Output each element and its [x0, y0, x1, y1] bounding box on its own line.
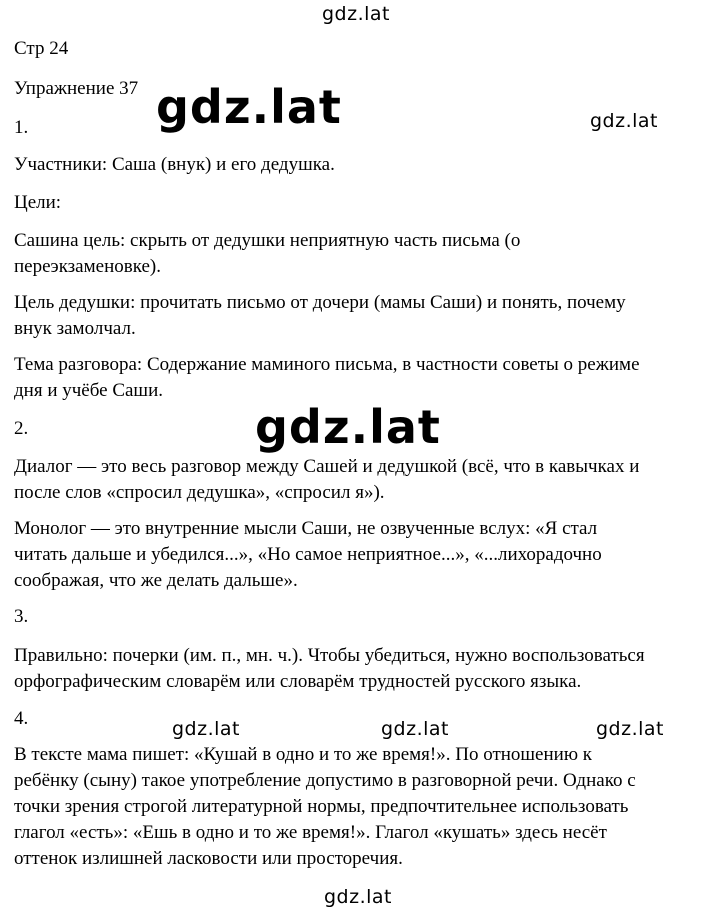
watermark-row-1: gdz.lat — [172, 718, 241, 740]
watermark-large-1: gdz.lat — [156, 80, 342, 134]
watermark-large-2: gdz.lat — [255, 400, 441, 454]
exercise-title: Упражнение 37 — [14, 78, 139, 99]
dialog-line-2: после слов «спросил дедушка», «спросил я»). — [14, 482, 385, 503]
goals-label: Цели: — [14, 192, 62, 213]
dialog-line-1: Диалог — это весь разговор между Сашей и дедушкой (всё, что в кавычках и — [14, 456, 640, 477]
monolog-line-1: Монолог — это внутренние мысли Саши, не озвученные вслух: «Я стал — [14, 518, 598, 539]
section-4-line-2: ребёнку (сыну) такое употребление допустимо в разговорной речи. Однако с — [14, 770, 636, 791]
topic-line-2: дня и учёбе Саши. — [14, 380, 163, 401]
topic-line-1: Тема разговора: Содержание маминого письма, в частности советы о режиме — [14, 354, 640, 375]
section-3-line-2: орфографическим словарём или словарём трудностей русского языка. — [14, 671, 582, 692]
watermark-row-3: gdz.lat — [596, 718, 665, 740]
sasha-goal-line-2: переэкзаменовке). — [14, 256, 161, 277]
section-4-line-1: В тексте мама пишет: «Кушай в одно и то же время!». По отношению к — [14, 744, 592, 765]
grandpa-goal-line-2: внук замолчал. — [14, 318, 136, 339]
sasha-goal-line-1: Сашина цель: скрыть от дедушки неприятную часть письма (о — [14, 230, 521, 251]
monolog-line-3: соображая, что же делать дальше». — [14, 570, 298, 591]
monolog-line-2: читать дальше и убедился...», «Но самое неприятное...», «...лихорадочно — [14, 544, 602, 565]
watermark-bottom: gdz.lat — [324, 886, 393, 908]
watermark-right-1: gdz.lat — [590, 110, 659, 132]
watermark-top: gdz.lat — [322, 3, 391, 25]
section-4-line-3: точки зрения строгой литературной нормы, предпочтительнее использовать — [14, 796, 629, 817]
section-1-number: 1. — [14, 117, 29, 138]
watermark-row-2: gdz.lat — [381, 718, 450, 740]
page-number: Стр 24 — [14, 38, 69, 59]
section-3-number: 3. — [14, 606, 29, 627]
section-4-line-5: оттенок излишней ласковости или просторечия. — [14, 848, 403, 869]
participants-text: Участники: Саша (внук) и его дедушка. — [14, 154, 335, 175]
section-4-line-4: глагол «есть»: «Ешь в одно и то же время!». Глагол «кушать» здесь несёт — [14, 822, 607, 843]
grandpa-goal-line-1: Цель дедушки: прочитать письмо от дочери (мамы Саши) и понять, почему — [14, 292, 626, 313]
section-3-line-1: Правильно: почерки (им. п., мн. ч.). Чтобы убедиться, нужно воспользоваться — [14, 645, 645, 666]
section-4-number: 4. — [14, 708, 29, 729]
section-2-number: 2. — [14, 418, 29, 439]
